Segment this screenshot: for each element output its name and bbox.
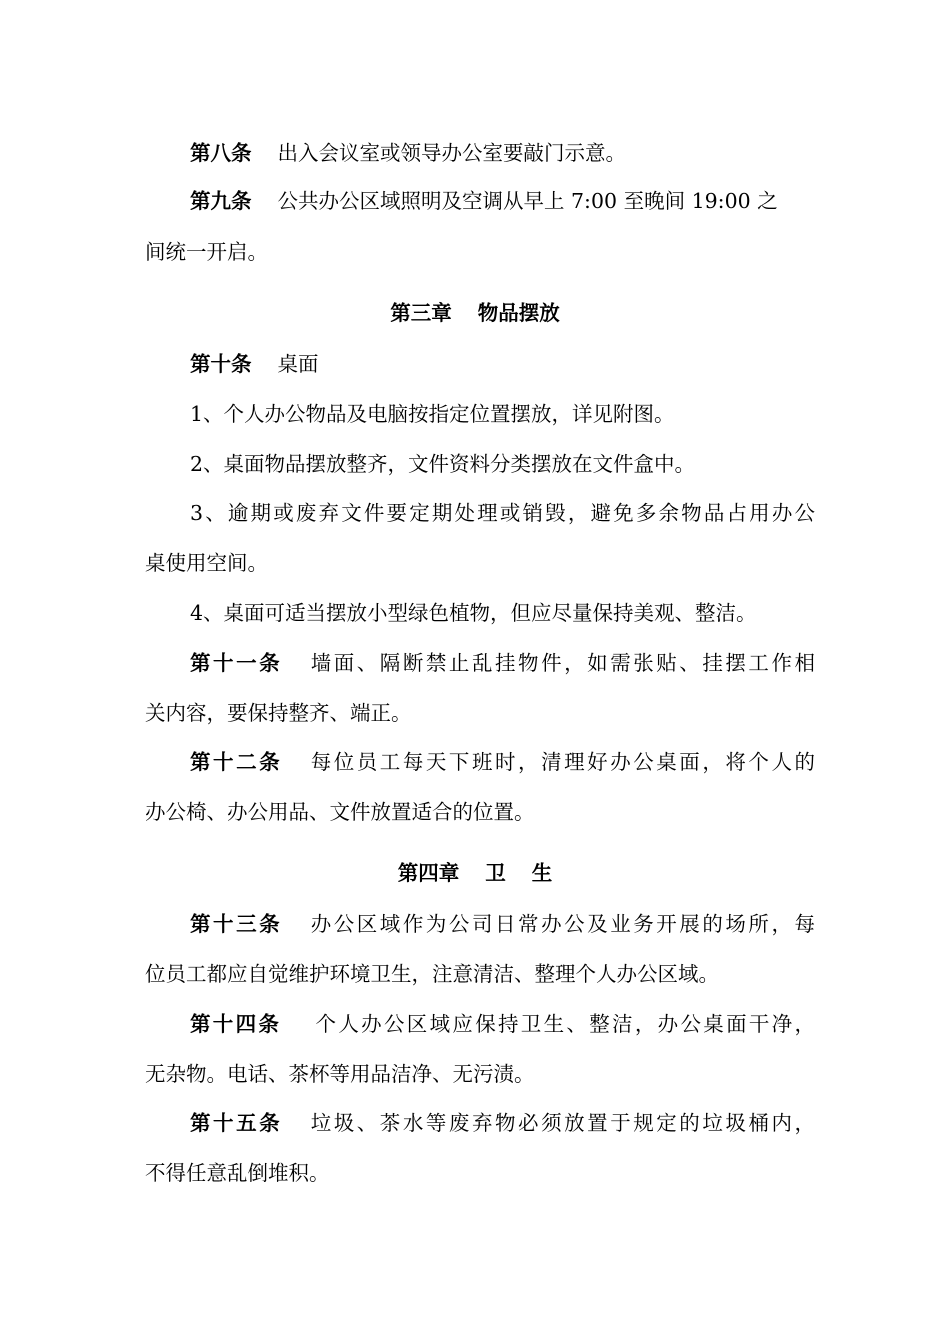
chapter-3-heading [0, 299, 950, 327]
list-item-1: 1、个人办公物品及电脑按指定位置摆放，详见附图。 [190, 402, 675, 426]
article-13 [190, 910, 815, 938]
article-11 [190, 649, 815, 677]
article-label: 第十二条 [190, 750, 283, 774]
list-item-3-cont: 桌使用空间。 [145, 551, 268, 575]
article-label: 第十四条 [190, 1012, 282, 1036]
article-9 [190, 187, 815, 215]
article-label: 第八条 [190, 141, 252, 165]
chapter-number: 第四章 [397, 861, 460, 885]
chapter-4-heading [0, 859, 950, 887]
article-14-cont: 无杂物。电话、茶杯等用品洁净、无污渍。 [145, 1062, 535, 1086]
article-label: 第十三条 [190, 912, 283, 936]
article-text: 办公区域作为公司日常办公及业务开展的场所，每 [308, 912, 816, 936]
article-text: 出入会议室或领导办公室要敲门示意。 [277, 141, 626, 165]
article-15 [190, 1109, 815, 1137]
article-10 [190, 350, 815, 378]
article-13-cont: 位员工都应自觉维护环境卫生，注意清洁、整理个人办公区域。 [145, 962, 719, 986]
article-14 [190, 1010, 815, 1038]
article-8 [190, 139, 815, 167]
list-item-4: 4、桌面可适当摆放小型绿色植物，但应尽量保持美观、整洁。 [190, 601, 757, 625]
chapter-number: 第三章 [390, 301, 452, 325]
article-label: 第十一条 [190, 651, 283, 675]
article-12-cont: 办公椅、办公用品、文件放置适合的位置。 [145, 800, 535, 824]
article-text: 公共办公区域照明及空调从早上 7:00 至晚间 19:00 之 [277, 189, 778, 213]
chapter-name: 物品摆放 [477, 301, 560, 325]
list-item-3: 3、逾期或废弃文件要定期处理或销毁，避免多余物品占用办公 [190, 501, 815, 525]
article-text: 个人办公区域应保持卫生、整洁，办公桌面干净， [313, 1012, 816, 1036]
article-label: 第九条 [190, 189, 252, 213]
article-11-cont: 关内容，要保持整齐、端正。 [145, 701, 412, 725]
article-label: 第十条 [190, 352, 252, 376]
chapter-name-part2: 生 [531, 861, 553, 885]
article-12 [190, 748, 815, 776]
article-label: 第十五条 [190, 1111, 283, 1135]
article-9-cont: 间统一开启。 [145, 240, 268, 264]
article-15-cont: 不得任意乱倒堆积。 [145, 1161, 330, 1185]
article-text: 每位员工每天下班时，清理好办公桌面，将个人的 [308, 750, 816, 774]
article-text: 桌面 [277, 352, 319, 376]
list-item-2: 2、桌面物品摆放整齐，文件资料分类摆放在文件盒中。 [190, 452, 696, 476]
chapter-name-part1: 卫 [485, 861, 506, 885]
article-text: 墙面、隔断禁止乱挂物件，如需张贴、挂摆工作相 [308, 651, 816, 675]
article-text: 垃圾、茶水等废弃物必须放置于规定的垃圾桶内， [308, 1111, 816, 1135]
